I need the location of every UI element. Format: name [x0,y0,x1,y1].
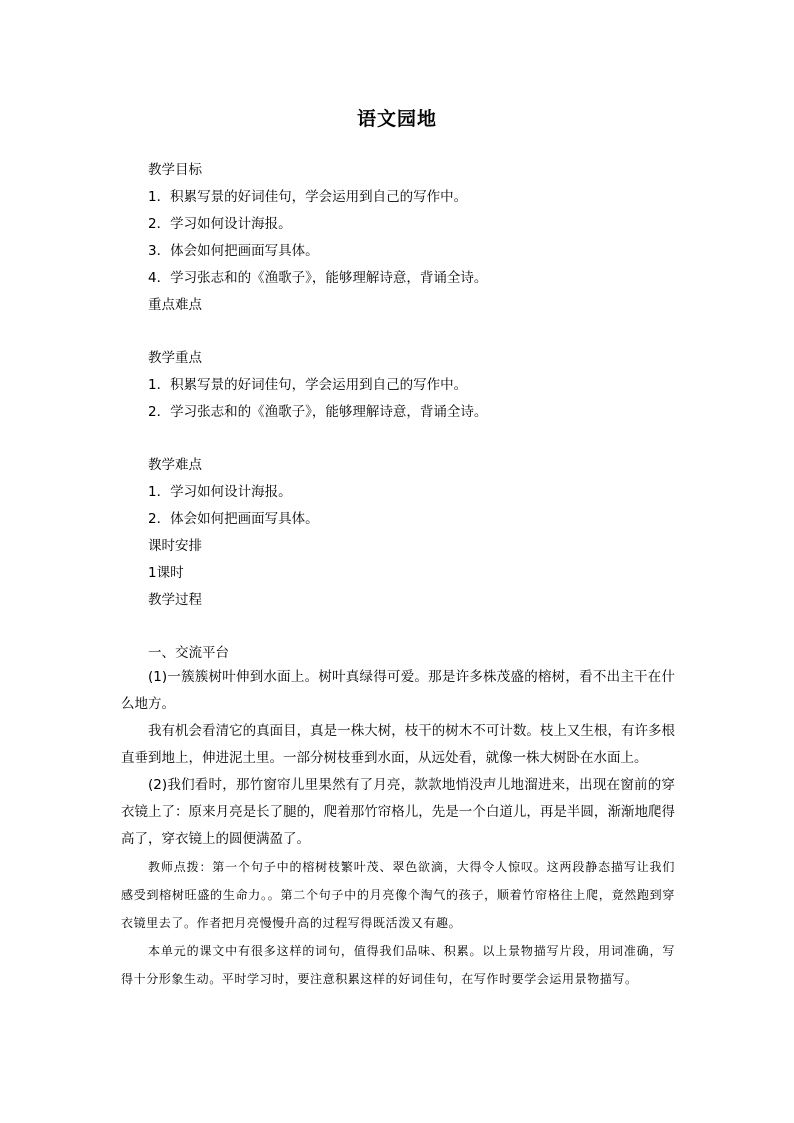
objective-item: 1．积累写景的好词佳句，学会运用到自己的写作中。 [148,189,468,205]
schedule-value: 1课时 [148,565,184,581]
excerpt-paragraph: (2)我们看时，那竹窗帘儿里果然有了月亮，款款地悄没声儿地溜进来，出现在窗前的穿衣镜上了：原来月亮是长了腿的，爬着那竹帘格儿，先是一个白道儿，再是半圆，渐渐地爬得高了，穿衣镜上的圆便满盈了。 [121,777,675,847]
difficult-point-item: 2．体会如何把画面写具体。 [148,511,319,527]
objective-item: 4．学习张志和的《渔歌子》，能够理解诗意，背诵全诗。 [148,270,488,286]
page-title: 语文园地 [356,108,437,130]
process-heading: 教学过程 [148,592,202,608]
key-point-item: 2．学习张志和的《渔歌子》，能够理解诗意，背诵全诗。 [148,404,488,420]
key-points-heading: 教学重点 [148,350,202,366]
key-difficult-heading: 重点难点 [148,297,202,313]
summary-note: 本单元的课文中有很多这样的词句，值得我们品味、积累。以上景物描写片段，用词准确，写得十分形象生动。平时学习时，要注意积累这样的好词佳句，在写作时要学会运用景物描写。 [121,944,675,986]
objectives-heading: 教学目标 [148,162,202,178]
excerpt-paragraph: 我有机会看清它的真面目，真是一株大树，枝干的树木不可计数。枝上又生根，有许多根直垂到地上，伸进泥土里。一部分树枝垂到水面，从远处看，就像一株大树卧在水面上。 [121,723,675,766]
excerpt-paragraph: (1)一簇簇树叶伸到水面上。树叶真绿得可爱。那是许多株茂盛的榕树，看不出主干在什么地方。 [121,669,675,712]
teacher-note: 教师点拨：第一个句子中的榕树枝繁叶茂、翠色欲滴，大得令人惊叹。这两段静态描写让我们感受到榕树旺盛的生命力。。第二个句子中的月亮像个淘气的孩子，顺着竹帘格往上爬，竟然跑到穿衣镜里去了。作者把月亮慢慢升高的过程写得既活泼又有趣。 [121,860,675,930]
schedule-heading: 课时安排 [148,538,202,554]
key-point-item: 1．积累写景的好词佳句，学会运用到自己的写作中。 [148,377,468,393]
objective-item: 3．体会如何把画面写具体。 [148,243,319,259]
difficult-points-heading: 教学难点 [148,457,202,473]
difficult-point-item: 1．学习如何设计海报。 [148,484,292,500]
section-heading: 一、交流平台 [148,645,229,661]
objective-item: 2．学习如何设计海报。 [148,216,292,232]
